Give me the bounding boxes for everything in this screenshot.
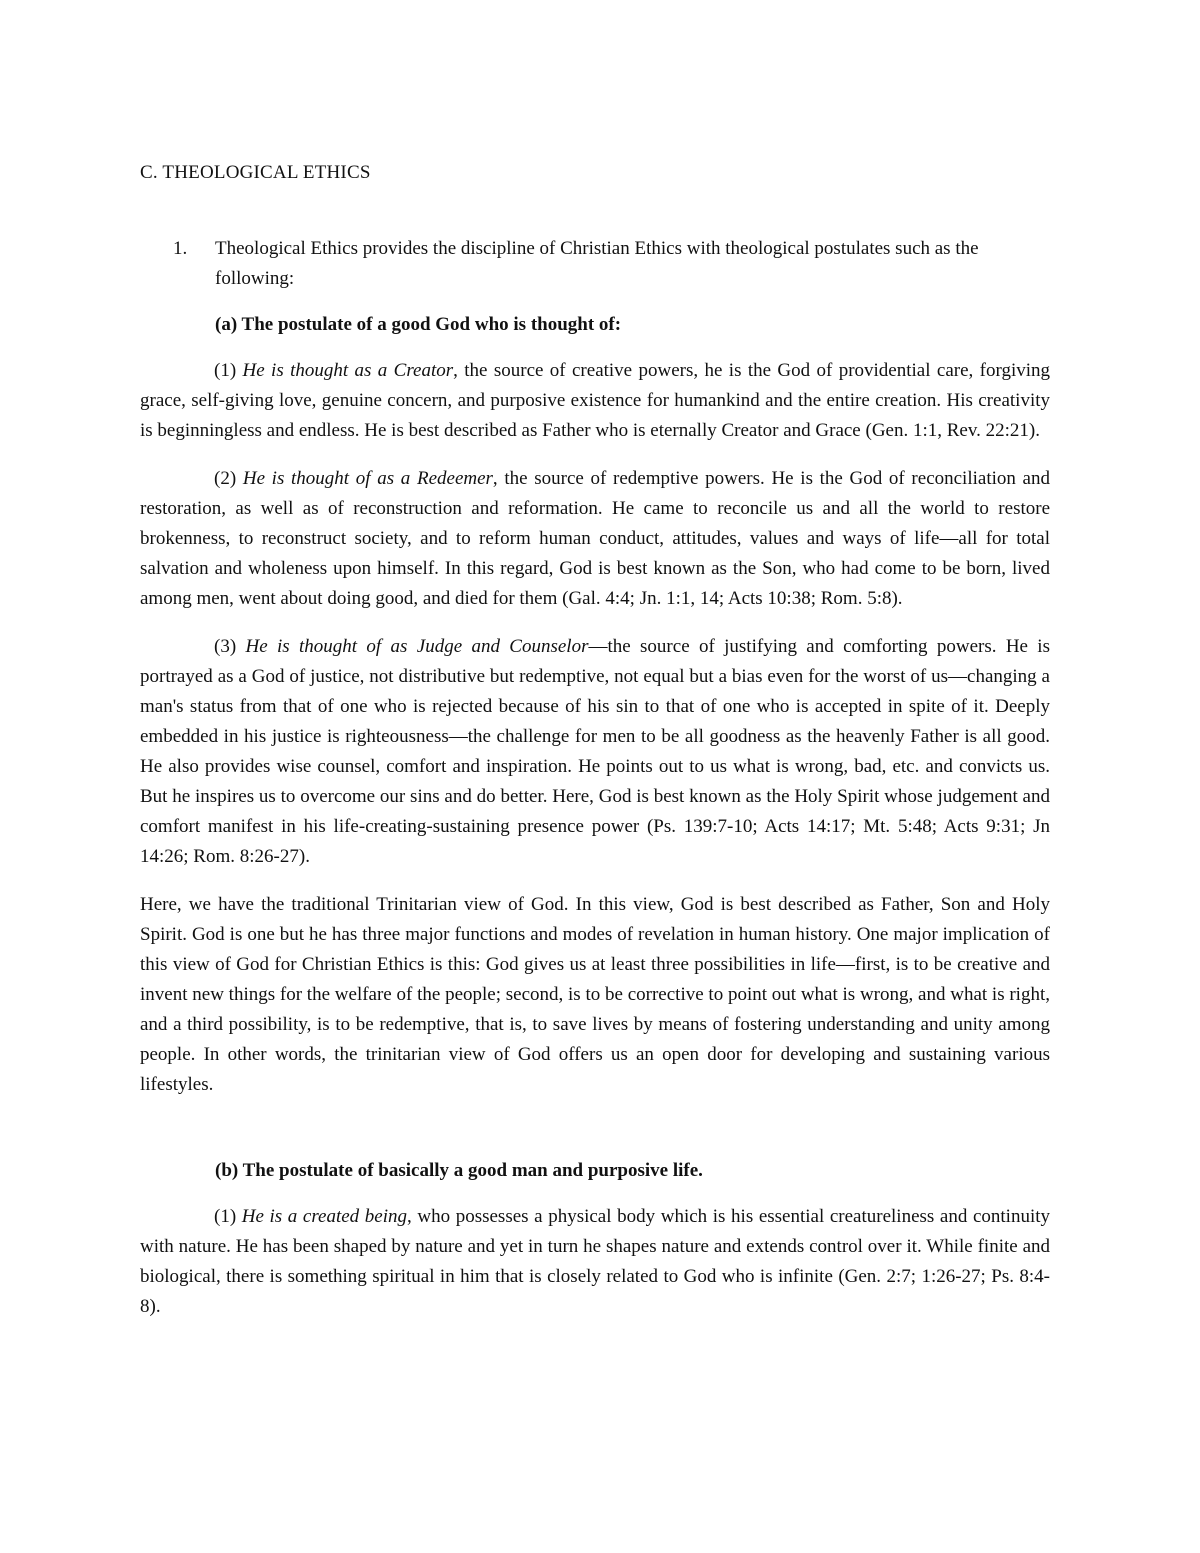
- para-lead: (2): [214, 468, 243, 489]
- paragraph-judge-counselor: [140, 632, 1050, 872]
- para-body: , the source of creative powers, he is the God of providential care, forgiving grace, self-giving love, genuine concern, and purposive existence for humankind and the entire creation. His creativity is beginningless and endless. He is best described as Father who is eternally Creator and Grace (Gen. 1:1, Rev. 22:21).: [140, 360, 1051, 441]
- paragraph-redeemer: [140, 464, 1050, 614]
- paragraph-creator: [140, 356, 1050, 446]
- para-emphasis: He is thought of as a Redeemer: [242, 468, 493, 489]
- paragraph-trinitarian-summary: Here, we have the traditional Trinitarian view of God. In this view, God is best described as Father, Son and Holy Spirit. God is one but he has three major functions and modes of revelation in human history. One major implication of this view of God for Christian Ethics is this: God gives us at least three possibilities in life—first, is to be creative and invent new things for the welfare of the people; second, is to be corrective to point out what is wrong, and what is right, and a third possibility, is to be redemptive, that is, to save lives by means of fostering understanding and unity among people. In other words, the trinitarian view of God offers us an open door for developing and sustaining various lifestyles.: [140, 894, 1050, 1095]
- subheading-a: (a) The postulate of a good God who is thought of:: [215, 314, 622, 335]
- para-emphasis: He is a created being: [241, 1206, 408, 1227]
- section-heading: C. THEOLOGICAL ETHICS: [140, 162, 371, 183]
- para-body: , who possesses a physical body which is his essential creatureliness and continuity with nature. He has been shaped by nature and yet in turn he shapes nature and extends control over it. While finite and biological, there is something spiritual in him that is closely related to God who is infinite (Gen. 2:7; 1:26-27; Ps. 8:4-8).: [140, 1206, 1051, 1317]
- para-body: —the source of justifying and comforting powers. He is portrayed as a God of justice, not distributive but redemptive, not equal but a bias even for the worst of us—changing a man's status from that of one who is rejected because of his sin to that of one who is accepted in spite of it. Deeply embedded in his justice is righteousness—the challenge for men to be all goodness as the heavenly Father is all good. He also provides wise counsel, comfort and inspiration. He points out to us what is wrong, bad, etc. and convicts us. But he inspires us to overcome our sins and do better. Here, God is best known as the Holy Spirit whose judgement and comfort manifest in his life-creating-sustaining presence power (Ps. 139:7-10; Acts 14:17; Mt. 5:48; Acts 9:31; Jn 14:26; Rom. 8:26-27).: [140, 636, 1050, 867]
- numbered-item-1: [140, 234, 1050, 294]
- para-lead: (3): [214, 636, 246, 657]
- paragraph-created-being: [140, 1202, 1050, 1322]
- subheading-b: (b) The postulate of basically a good man and purposive life.: [215, 1160, 703, 1181]
- para-lead: (1): [214, 1206, 242, 1227]
- para-emphasis: He is thought as a Creator: [242, 360, 454, 381]
- item-text: Theological Ethics provides the discipline of Christian Ethics with theological postulates such as the following:: [215, 238, 979, 289]
- para-body: , the source of redemptive powers. He is the God of reconciliation and restoration, as well as of reconstruction and reformation. He came to reconcile us and all the world to restore brokenness, to reconstruct society, and to reform human conduct, attitudes, values and ways of life—all for total salvation and wholeness upon himself. In this regard, God is best known as the Son, who had come to be born, lived among men, went about doing good, and died for them (Gal. 4:4; Jn. 1:1, 14; Acts 10:38; Rom. 5:8).: [140, 468, 1050, 609]
- para-lead: (1): [214, 360, 243, 381]
- para-emphasis: He is thought of as Judge and Counselor: [245, 636, 589, 657]
- item-number: 1.: [173, 238, 188, 259]
- document-page: [140, 158, 1050, 1322]
